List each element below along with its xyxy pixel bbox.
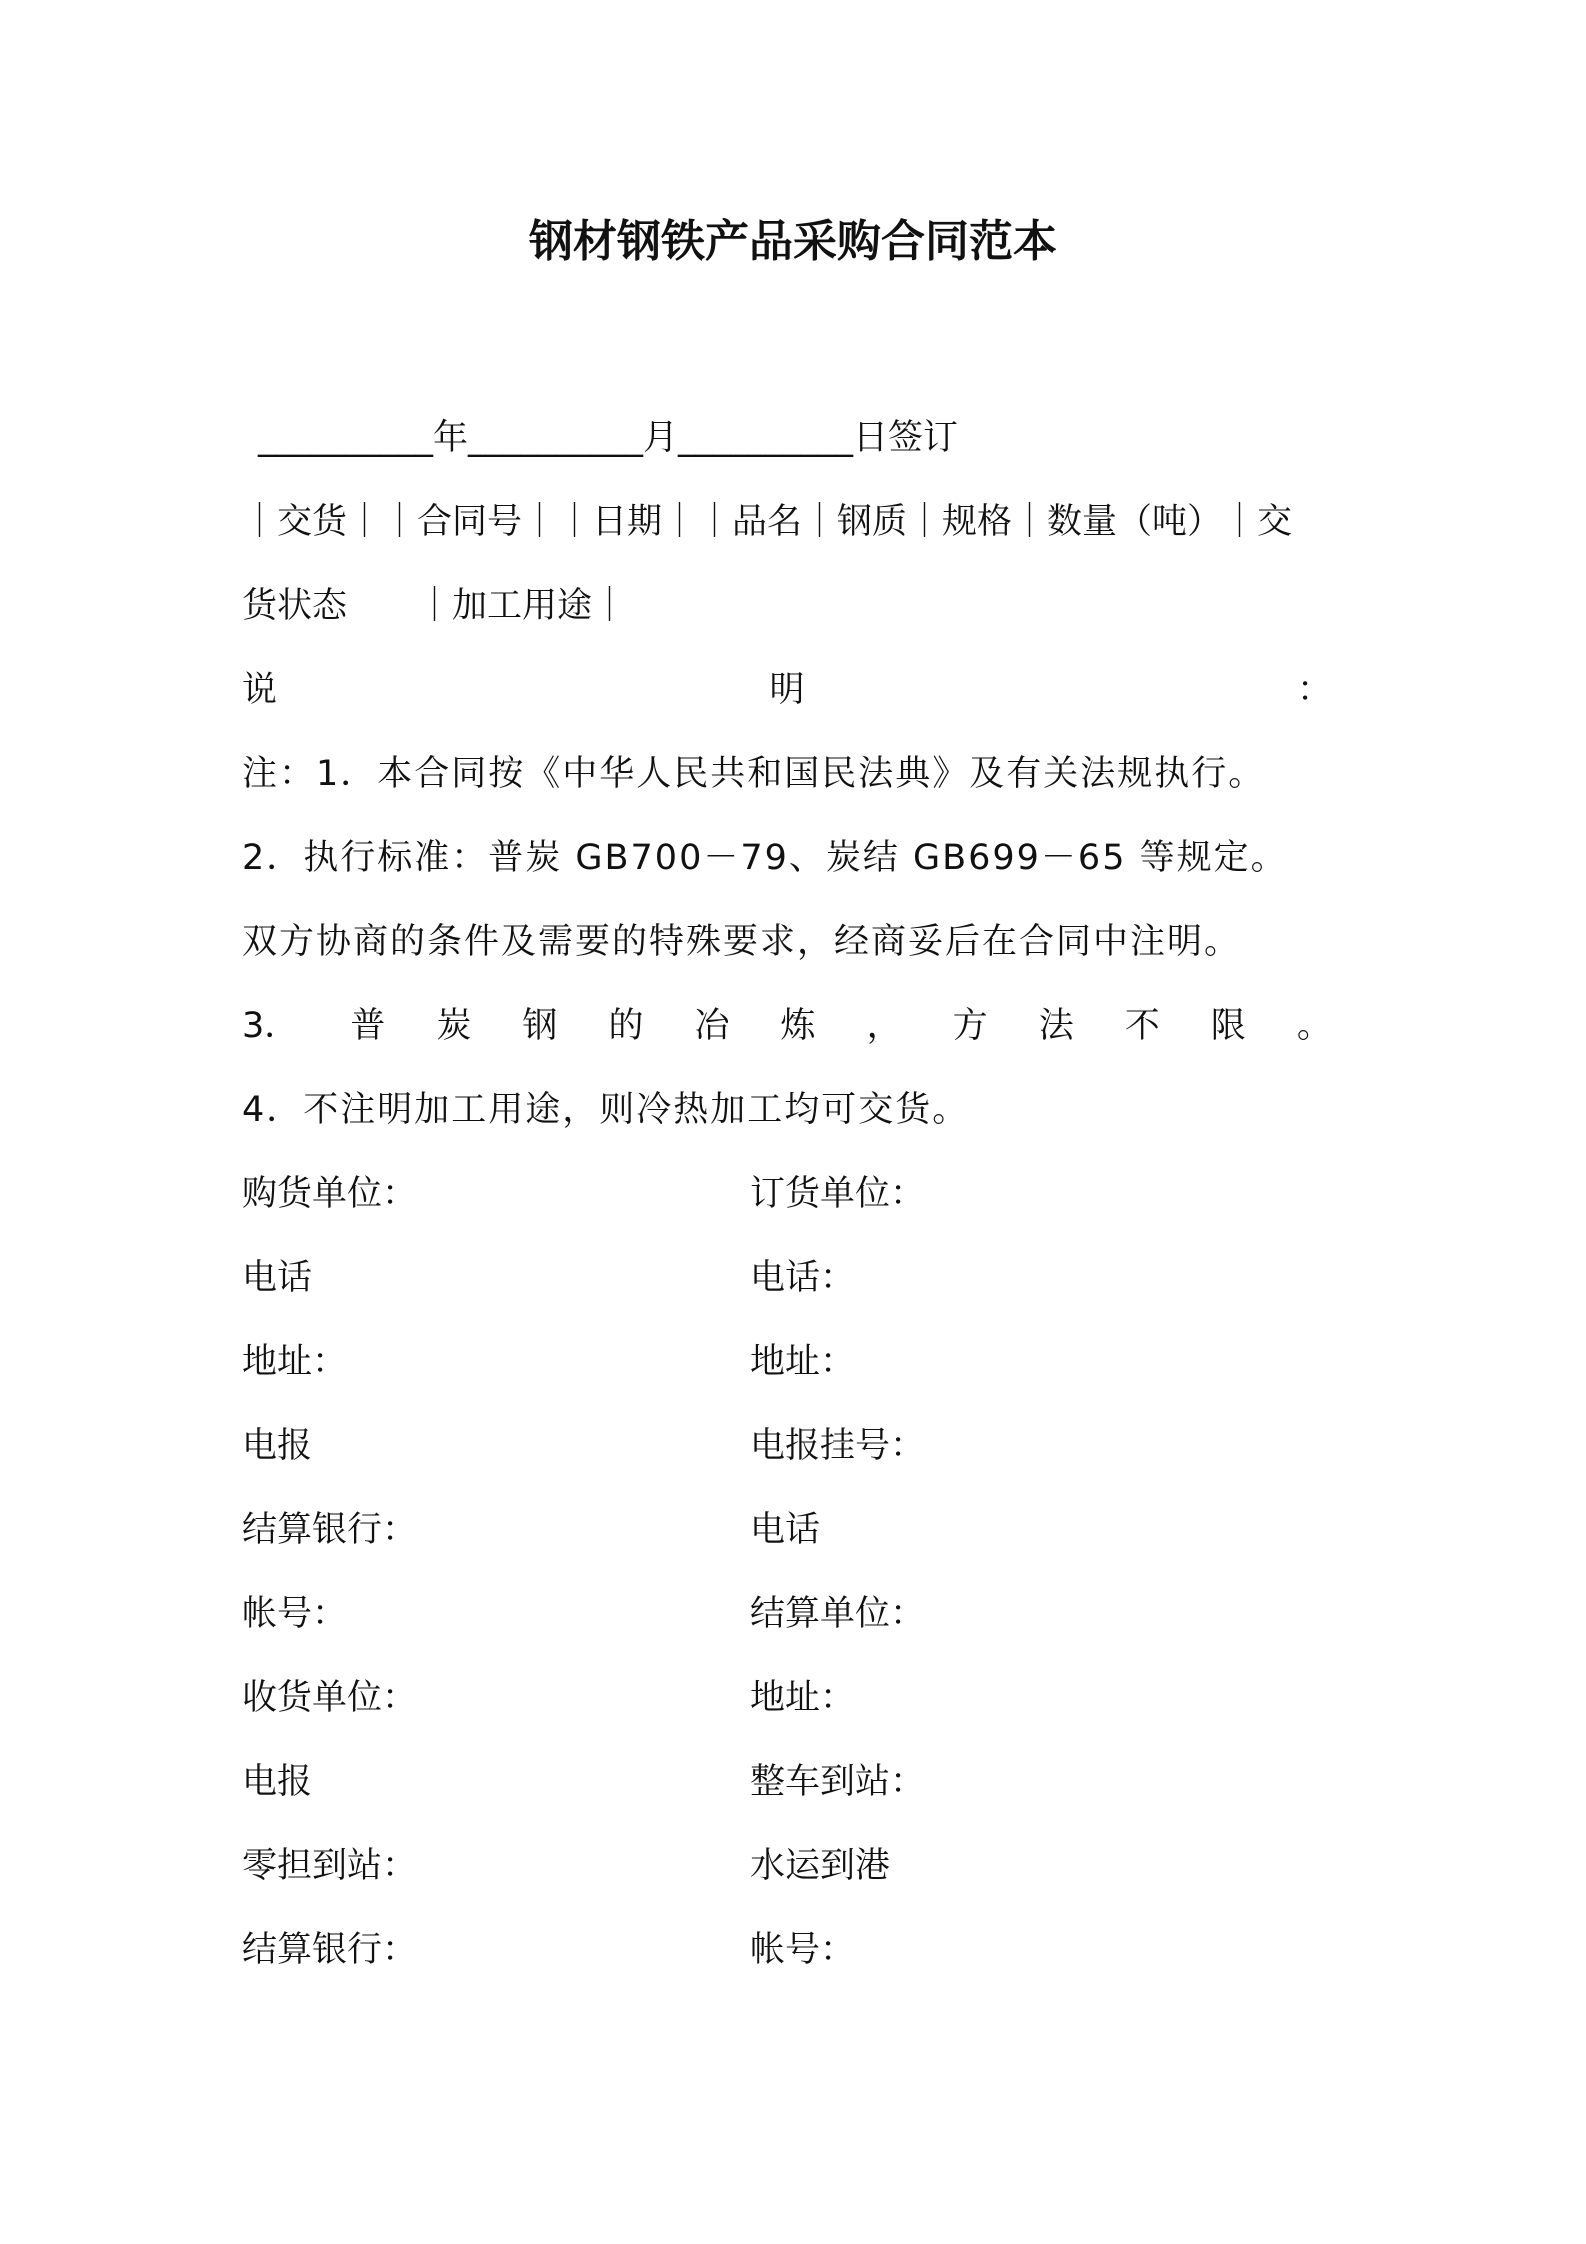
note-3-char: 的	[608, 1006, 644, 1046]
note-3-char: 。	[1296, 1006, 1332, 1046]
explanation-char-1: 说	[242, 670, 278, 710]
signing-date-line: __________年__________月__________日签订	[258, 418, 959, 458]
field-label-right: 整车到站：	[750, 1762, 926, 1802]
field-label-right: 结算单位：	[750, 1594, 926, 1634]
note-3-char: 普	[350, 1006, 386, 1046]
note-1: 注：1．本合同按《中华人民共和国民法典》及有关法规执行。	[242, 754, 1266, 794]
note-2: 2．执行标准：普炭 GB700－79、炭结 GB699－65 等规定。	[242, 838, 1288, 878]
field-label-left: 地址：	[242, 1342, 348, 1382]
note-3-char: 炼	[780, 1006, 816, 1046]
table-header-line-1: ｜交货｜｜合同号｜｜日期｜｜品名｜钢质｜规格｜数量（吨）｜交	[242, 502, 1293, 542]
field-label-left: 帐号：	[242, 1594, 348, 1634]
field-label-left: 电报	[242, 1762, 313, 1802]
note-3-char: ，	[866, 1006, 902, 1046]
field-label-left: 收货单位：	[242, 1678, 418, 1718]
field-label-right: 帐号：	[750, 1930, 856, 1970]
note-3-char: 法	[1038, 1006, 1074, 1046]
explanation-char-3: ：	[1296, 670, 1332, 710]
field-label-right: 电报挂号：	[750, 1426, 926, 1466]
field-label-left: 电报	[242, 1426, 313, 1466]
field-label-left: 结算银行：	[242, 1510, 418, 1550]
field-label-right: 地址：	[750, 1342, 856, 1382]
explanation-heading	[242, 664, 1332, 716]
field-label-left: 购货单位：	[242, 1174, 418, 1214]
field-label-right: 水运到港	[750, 1846, 891, 1886]
field-label-left: 结算银行：	[242, 1930, 418, 1970]
field-label-left: 电话	[242, 1258, 313, 1298]
note-3-char: 不	[1124, 1006, 1160, 1046]
note-3-char: 限	[1210, 1006, 1246, 1046]
note-3-char: 冶	[694, 1006, 730, 1046]
note-3	[242, 1000, 1332, 1052]
explanation-char-2: 明	[769, 670, 805, 710]
field-label-right: 订货单位：	[750, 1174, 926, 1214]
field-label-left: 零担到站：	[242, 1846, 418, 1886]
document-title: 钢材钢铁产品采购合同范本	[529, 216, 1057, 267]
field-label-right: 电话	[750, 1510, 821, 1550]
note-2-continued: 双方协商的条件及需要的特殊要求，经商妥后在合同中注明。	[242, 922, 1242, 962]
note-3-char: 方	[952, 1006, 988, 1046]
table-header-line-2: 货状态 ｜加工用途｜	[242, 586, 628, 626]
field-label-right: 地址：	[750, 1678, 856, 1718]
note-3-char: 钢	[522, 1006, 558, 1046]
note-3-char: 3．	[242, 1006, 300, 1046]
note-4: 4．不注明加工用途，则冷热加工均可交货。	[242, 1090, 970, 1130]
note-3-char: 炭	[436, 1006, 472, 1046]
field-label-right: 电话：	[750, 1258, 856, 1298]
